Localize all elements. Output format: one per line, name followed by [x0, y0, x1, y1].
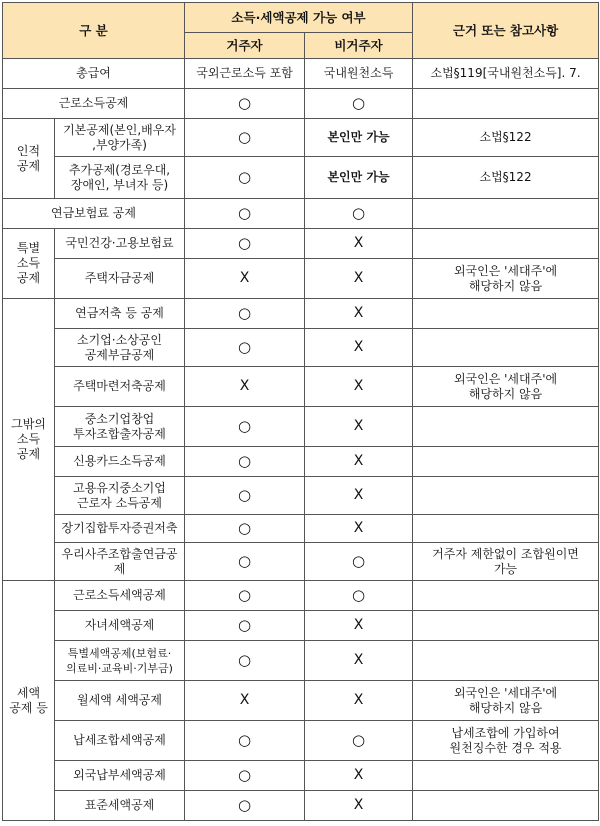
- group-label: 인적 공제: [3, 119, 55, 199]
- row-label: 고용유지중소기업 근로자 소득공제: [55, 477, 185, 515]
- table-row: [3, 543, 599, 581]
- row-label: 표준세액공제: [55, 791, 185, 821]
- reference-cell: [413, 581, 599, 611]
- table-row: [3, 721, 599, 761]
- nonresident-cell: X: [305, 407, 413, 447]
- resident-cell: ○: [185, 329, 305, 367]
- group-label: 특별 소득 공제: [3, 229, 55, 299]
- table-row: [3, 299, 599, 329]
- resident-cell: ○: [185, 89, 305, 119]
- nonresident-cell: X: [305, 229, 413, 259]
- row-label: 월세액 세액공제: [55, 681, 185, 721]
- reference-cell: 거주자 제한없이 조합원이면 가능: [413, 543, 599, 581]
- row-label: 주택자금공제: [55, 259, 185, 299]
- deduction-eligibility-table: [2, 2, 599, 821]
- table-row: [3, 157, 599, 199]
- reference-cell: [413, 641, 599, 681]
- reference-cell: 소법§122: [413, 157, 599, 199]
- row-label: 국민건강·고용보험료: [55, 229, 185, 259]
- table-row: [3, 477, 599, 515]
- row-label: 근로소득공제: [3, 89, 185, 119]
- reference-cell: [413, 791, 599, 821]
- table-row: [3, 329, 599, 367]
- reference-cell: [413, 329, 599, 367]
- row-label: 특별세액공제(보험료· 의료비·교육비·기부금): [55, 641, 185, 681]
- resident-cell: X: [185, 681, 305, 721]
- nonresident-cell: 본인만 가능: [305, 157, 413, 199]
- table-row: [3, 641, 599, 681]
- table-row: [3, 229, 599, 259]
- resident-cell: ○: [185, 611, 305, 641]
- nonresident-cell: X: [305, 259, 413, 299]
- table-row: [3, 581, 599, 611]
- table-row: [3, 259, 599, 299]
- nonresident-cell: X: [305, 611, 413, 641]
- reference-cell: 소법§119[국내원천소득]. 7.: [413, 59, 599, 89]
- table-row: [3, 515, 599, 543]
- row-label: 납세조합세액공제: [55, 721, 185, 761]
- table-row: [3, 367, 599, 407]
- row-label: 연금저축 등 공제: [55, 299, 185, 329]
- group-label: 그밖의 소득 공제: [3, 299, 55, 581]
- reference-cell: [413, 229, 599, 259]
- table-row: [3, 407, 599, 447]
- nonresident-cell: ○: [305, 543, 413, 581]
- header-availability: 소득·세액공제 가능 여부: [185, 3, 413, 33]
- reference-cell: 납세조합에 가입하여 원천징수한 경우 적용: [413, 721, 599, 761]
- reference-cell: [413, 199, 599, 229]
- resident-cell: X: [185, 367, 305, 407]
- reference-cell: [413, 407, 599, 447]
- table-row: [3, 791, 599, 821]
- row-label: 우리사주조합출연금공제: [55, 543, 185, 581]
- header-nonresident: 비거주자: [305, 33, 413, 59]
- nonresident-cell: 국내원천소득: [305, 59, 413, 89]
- nonresident-cell: ○: [305, 89, 413, 119]
- row-label: 신용카드소득공제: [55, 447, 185, 477]
- table-row: [3, 447, 599, 477]
- reference-cell: 외국인은 '세대주'에 해당하지 않음: [413, 367, 599, 407]
- header-category: 구 분: [3, 3, 185, 59]
- group-label: 세액 공제 등: [3, 581, 55, 821]
- nonresident-cell: X: [305, 515, 413, 543]
- table-row: [3, 761, 599, 791]
- row-label: 중소기업창업 투자조합출자공제: [55, 407, 185, 447]
- row-label: 소기업·소상공인 공제부금공제: [55, 329, 185, 367]
- nonresident-cell: ○: [305, 721, 413, 761]
- reference-cell: [413, 761, 599, 791]
- table-row: [3, 681, 599, 721]
- reference-cell: 외국인은 '세대주'에 해당하지 않음: [413, 259, 599, 299]
- nonresident-cell: X: [305, 477, 413, 515]
- reference-cell: [413, 611, 599, 641]
- resident-cell: ○: [185, 477, 305, 515]
- resident-cell: ○: [185, 119, 305, 157]
- resident-cell: ○: [185, 543, 305, 581]
- nonresident-cell: X: [305, 329, 413, 367]
- reference-cell: [413, 447, 599, 477]
- row-label: 총급여: [3, 59, 185, 89]
- row-label: 자녀세액공제: [55, 611, 185, 641]
- row-label: 외국납부세액공제: [55, 761, 185, 791]
- nonresident-cell: X: [305, 367, 413, 407]
- nonresident-cell: X: [305, 681, 413, 721]
- nonresident-cell: X: [305, 299, 413, 329]
- resident-cell: ○: [185, 641, 305, 681]
- table-row: [3, 199, 599, 229]
- resident-cell: ○: [185, 447, 305, 477]
- reference-cell: [413, 515, 599, 543]
- reference-cell: 외국인은 '세대주'에 해당하지 않음: [413, 681, 599, 721]
- row-label: 장기집합투자증권저축: [55, 515, 185, 543]
- resident-cell: ○: [185, 761, 305, 791]
- nonresident-cell: X: [305, 641, 413, 681]
- resident-cell: ○: [185, 581, 305, 611]
- resident-cell: ○: [185, 199, 305, 229]
- table-row: [3, 89, 599, 119]
- resident-cell: 국외근로소득 포함: [185, 59, 305, 89]
- nonresident-cell: ○: [305, 199, 413, 229]
- nonresident-cell: ○: [305, 581, 413, 611]
- header-reference: 근거 또는 참고사항: [413, 3, 599, 59]
- header-resident: 거주자: [185, 33, 305, 59]
- nonresident-cell: X: [305, 447, 413, 477]
- reference-cell: 소법§122: [413, 119, 599, 157]
- row-label: 주택마련저축공제: [55, 367, 185, 407]
- nonresident-cell: X: [305, 761, 413, 791]
- table-row: [3, 611, 599, 641]
- resident-cell: ○: [185, 515, 305, 543]
- row-label: 추가공제(경로우대, 장애인, 부녀자 등): [55, 157, 185, 199]
- reference-cell: [413, 89, 599, 119]
- nonresident-cell: 본인만 가능: [305, 119, 413, 157]
- row-label: 기본공제(본인,배우자 ,부양가족): [55, 119, 185, 157]
- nonresident-cell: X: [305, 791, 413, 821]
- resident-cell: ○: [185, 157, 305, 199]
- resident-cell: ○: [185, 229, 305, 259]
- resident-cell: ○: [185, 407, 305, 447]
- row-label: 연금보험료 공제: [3, 199, 185, 229]
- reference-cell: [413, 477, 599, 515]
- resident-cell: ○: [185, 721, 305, 761]
- table-row: [3, 119, 599, 157]
- table-row: [3, 59, 599, 89]
- row-label: 근로소득세액공제: [55, 581, 185, 611]
- resident-cell: ○: [185, 791, 305, 821]
- resident-cell: ○: [185, 299, 305, 329]
- resident-cell: X: [185, 259, 305, 299]
- reference-cell: [413, 299, 599, 329]
